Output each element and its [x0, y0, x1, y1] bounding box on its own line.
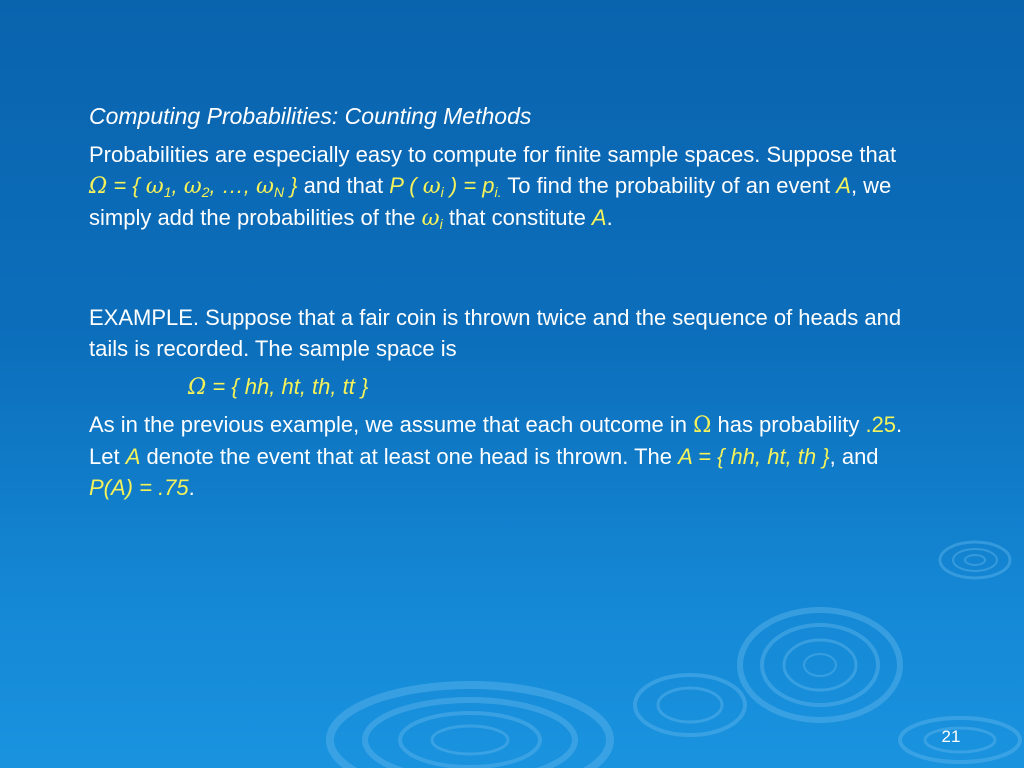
conclusion-text-6: . — [188, 475, 195, 500]
intro-text-3: To find the probability of an event — [501, 173, 837, 198]
event-a-2: A — [591, 205, 607, 230]
intro-text-4: , we simply add the probabilities of the — [89, 173, 892, 230]
event-a-3: A — [125, 444, 141, 469]
event-a-set: A = { hh, ht, th } — [678, 444, 830, 469]
conclusion-text-5: , and — [829, 444, 879, 469]
conclusion-text-3: . Let — [89, 412, 903, 469]
conclusion-text-2: has probability — [711, 412, 866, 437]
intro-text-5: that constitute — [442, 205, 592, 230]
conclusion-text-1: As in the previous example, we assume that each outcome in — [89, 412, 694, 437]
slide-content — [89, 99, 919, 503]
intro-text-6: . — [606, 205, 613, 230]
event-a: A — [836, 173, 851, 198]
slide-title: Computing Probabilities: Counting Methods — [89, 103, 532, 129]
probability-definition: P ( $\omega_i$ ) = $p_{i.}$ — [389, 173, 502, 200]
conclusion-text-4: denote the event that at least one head is thrown. The — [140, 444, 679, 469]
omega-i-symbol: $\omega_i$ — [421, 206, 443, 232]
probability-value: .25 — [865, 412, 897, 437]
sample-space-definition: Ω = { $\omega_1$, $\omega_2$, …, $\omega_N$ } — [89, 173, 298, 200]
event-a-probability: P(A) = .75 — [89, 475, 189, 500]
intro-text-1: Probabilities are especially easy to compute for finite sample spaces. Suppose that — [89, 142, 897, 167]
page-number: 21 — [941, 727, 961, 746]
sample-space-formula: Ω = { hh, ht, th, tt } — [188, 374, 369, 400]
example-paragraph: EXAMPLE. Suppose that a fair coin is thrown twice and the sequence of heads and tails is recorded. The sample space is — [89, 305, 902, 361]
intro-text-2: and that — [297, 173, 390, 198]
intro-paragraph — [89, 139, 919, 234]
omega-symbol: Ω — [693, 413, 712, 438]
conclusion-paragraph — [89, 409, 919, 503]
